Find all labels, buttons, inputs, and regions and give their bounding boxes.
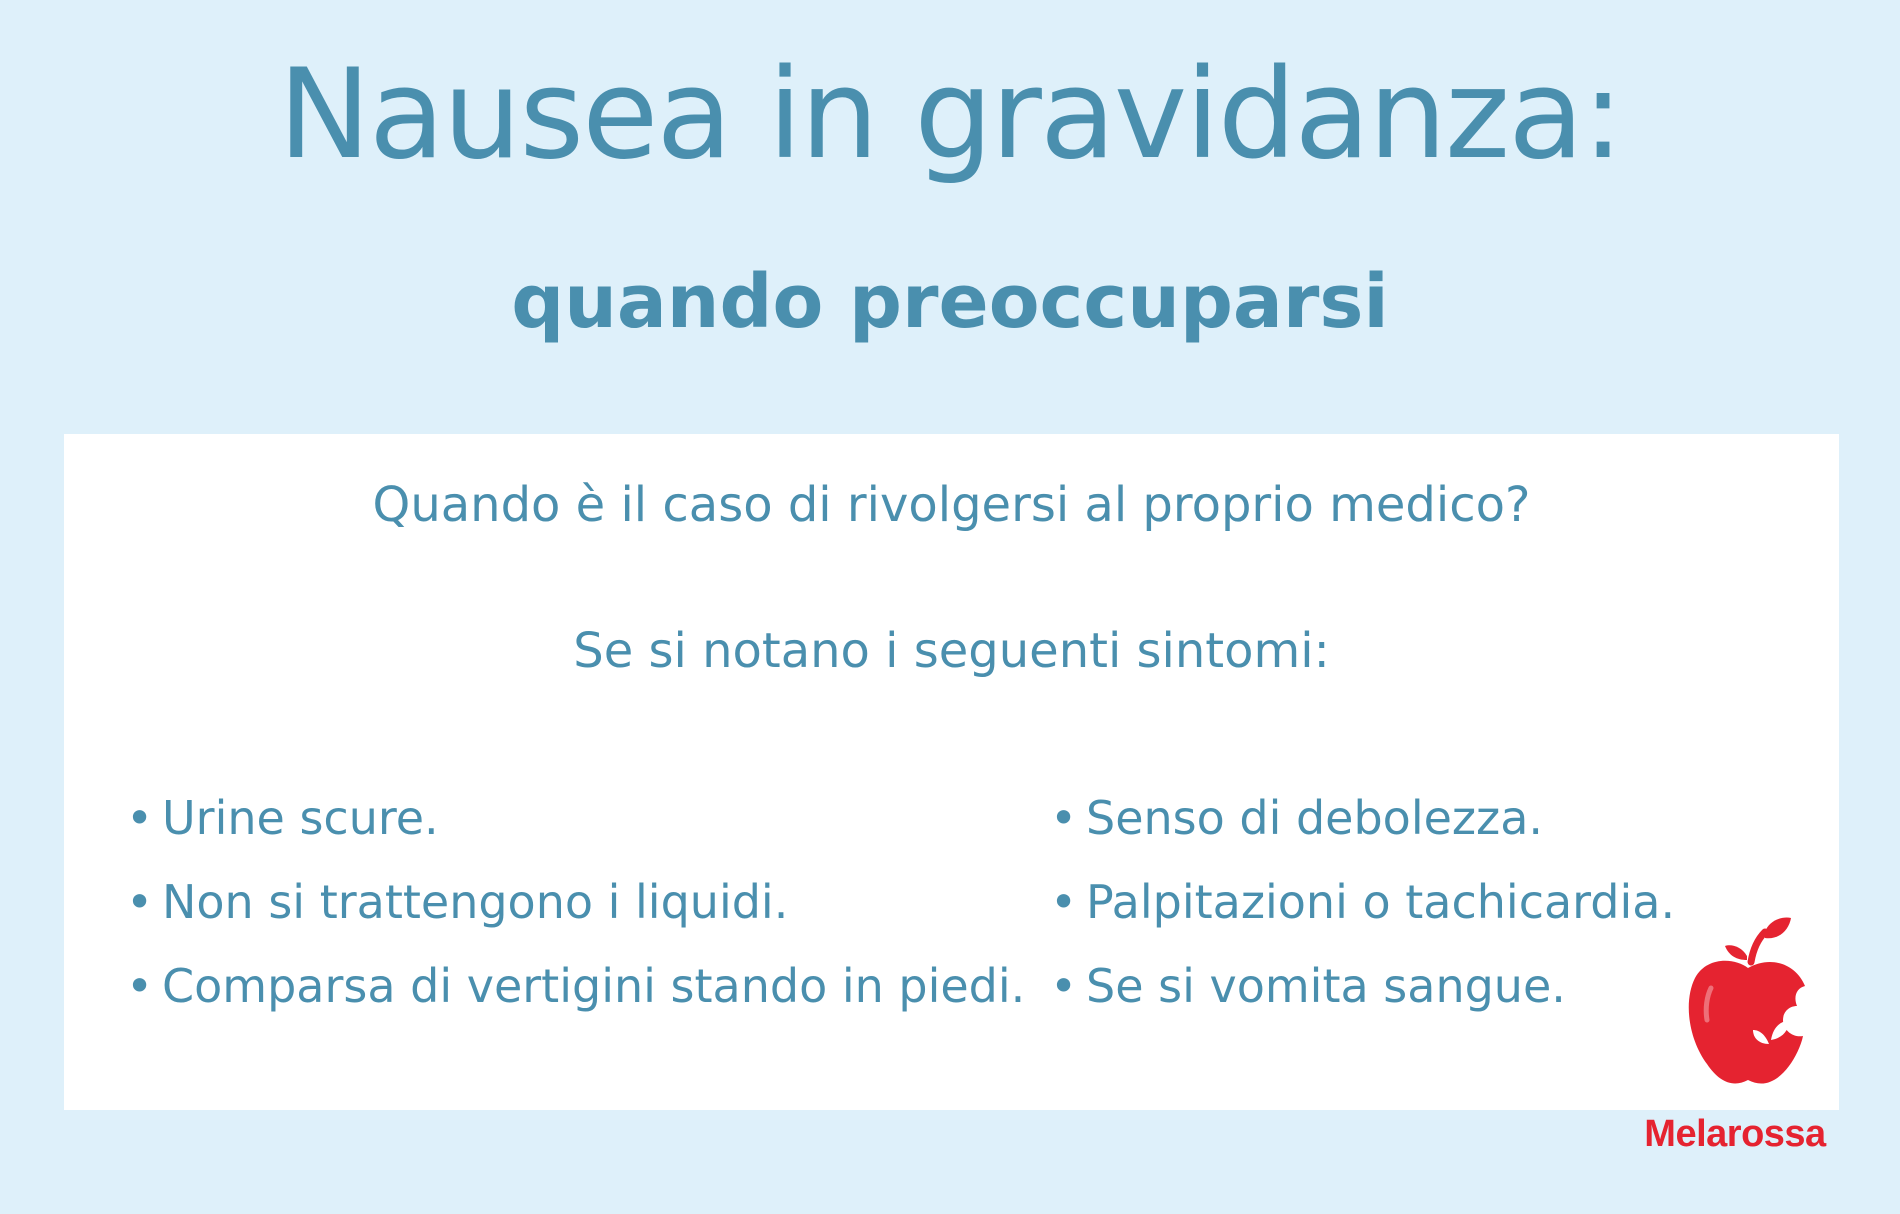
page-subtitle: quando preoccuparsi (511, 259, 1389, 345)
list-item (126, 776, 1026, 860)
symptom-text: Se si vomita sangue. (1086, 959, 1566, 1013)
symptom-text: Palpitazioni o tachicardia. (1086, 875, 1676, 929)
symptoms-list-left (126, 776, 1026, 1028)
symptom-text: Senso di debolezza. (1086, 791, 1544, 845)
symptom-text: Non si trattengono i liquidi. (162, 875, 789, 929)
bullet-icon: • (126, 875, 154, 929)
card-intro: Se si notano i seguenti sintomi: (573, 623, 1330, 679)
symptom-text: Comparsa di vertigini stando in piedi. (162, 959, 1026, 1013)
brand-name: Melarossa (1644, 1113, 1826, 1155)
list-item (1050, 776, 1770, 860)
melarossa-logo (1630, 916, 1840, 1156)
bullet-icon: • (1050, 875, 1078, 929)
info-card (64, 434, 1839, 1110)
bullet-icon: • (1050, 959, 1078, 1013)
list-item (126, 944, 1026, 1028)
page-title: Nausea in gravidanza: (278, 43, 1622, 187)
list-item (126, 860, 1026, 944)
bullet-icon: • (126, 959, 154, 1013)
card-question: Quando è il caso di rivolgersi al proprio medico? (372, 477, 1531, 533)
apple-icon (1685, 916, 1811, 1096)
symptom-text: Urine scure. (162, 791, 439, 845)
bullet-icon: • (1050, 791, 1078, 845)
bullet-icon: • (126, 791, 154, 845)
